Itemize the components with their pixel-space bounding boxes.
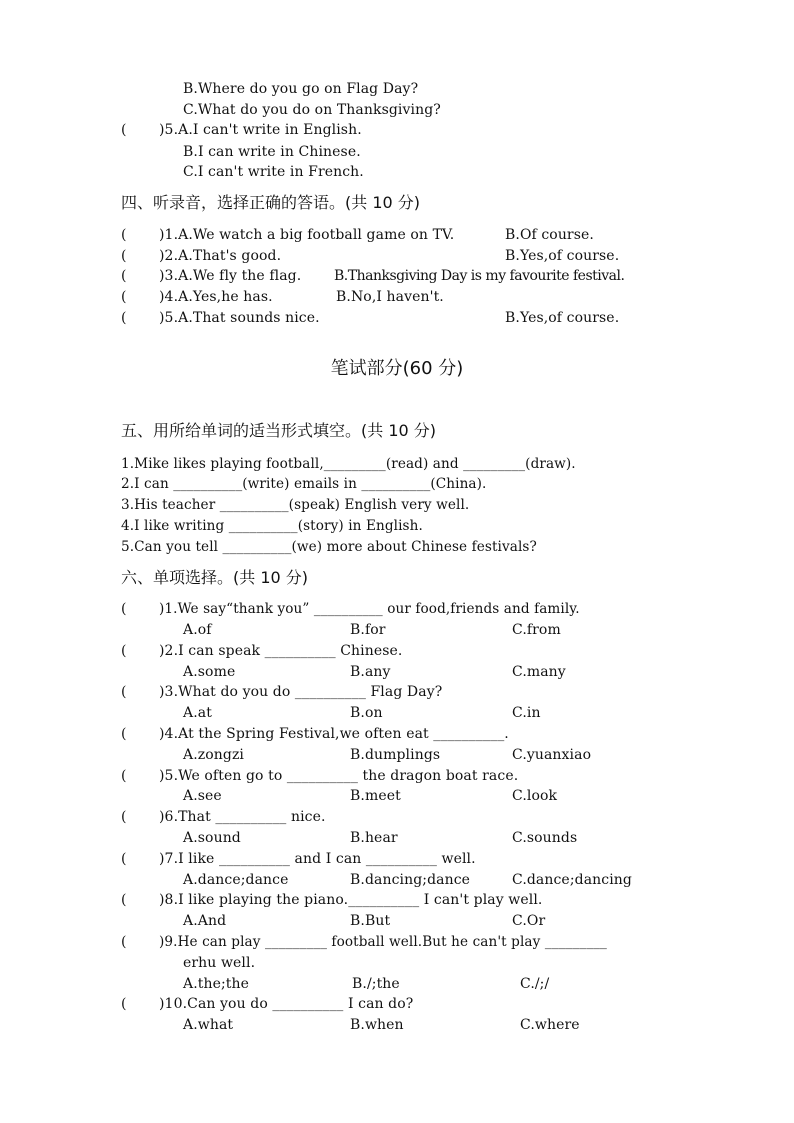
section4-heading: 四、听录音，选择正确的答语。(共 10 分) <box>121 193 421 212</box>
s6-q6-option-c: C.sounds <box>512 830 578 846</box>
s6-q3-stem: )3.What do you do __________ Flag Day? <box>159 684 443 700</box>
answer-paren: ( <box>121 768 127 784</box>
s4-q1-option-a: )1.A.We watch a big football game on TV. <box>159 227 455 243</box>
s6-q1-stem: )1.We say“thank you” __________ our food,friends and family. <box>159 601 580 617</box>
s6-q3-option-c: C.in <box>512 705 541 721</box>
s4-q2-option-a: )2.A.That's good. <box>159 248 282 264</box>
answer-paren: ( <box>121 248 127 264</box>
s6-q2-option-a: A.some <box>183 664 236 680</box>
s6-q6-stem: )6.That __________ nice. <box>159 809 326 825</box>
s6-q1-option-a: A.of <box>183 622 212 638</box>
s6-q7-option-c: C.dance;dancing <box>512 872 632 888</box>
s6-q9-option-c: C./;/ <box>520 976 550 992</box>
written-part-title: 笔试部分(60 分) <box>330 358 464 379</box>
s6-q10-option-a: A.what <box>183 1017 234 1033</box>
s4-q5-option-a: )5.A.That sounds nice. <box>159 310 320 326</box>
q4-option-c: C.What do you do on Thanksgiving? <box>183 102 441 118</box>
s6-q4-option-b: B.dumplings <box>350 747 441 763</box>
q5-option-b: B.I can write in Chinese. <box>183 144 361 160</box>
s6-q8-stem: )8.I like playing the piano.__________ I can't play well. <box>159 892 543 908</box>
s6-q10-option-c: C.where <box>520 1017 580 1033</box>
s4-q3-option-b: B.Thanksgiving Day is my favourite festival. <box>334 268 625 284</box>
s5-item-5: 5.Can you tell __________(we) more about Chinese festivals? <box>121 539 537 555</box>
s4-q2-option-b: B.Yes,of course. <box>505 248 620 264</box>
s5-item-2: 2.I can __________(write) emails in __________(China). <box>121 476 487 492</box>
s6-q4-stem: )4.At the Spring Festival,we often eat __________. <box>159 726 509 742</box>
s6-q9-option-a: A.the;the <box>183 976 250 992</box>
s6-q3-option-a: A.at <box>183 705 212 721</box>
section6-heading: 六、单项选择。(共 10 分) <box>121 568 309 587</box>
s6-q7-option-b: B.dancing;dance <box>350 872 471 888</box>
answer-paren: ( <box>121 289 127 305</box>
s6-q10-stem: )10.Can you do __________ I can do? <box>159 996 414 1012</box>
q5-option-a: )5.A.I can't write in English. <box>159 122 362 138</box>
s6-q3-option-b: B.on <box>350 705 383 721</box>
s4-q3-option-a: )3.A.We fly the flag. <box>159 268 302 284</box>
s6-q8-option-b: B.But <box>350 913 391 929</box>
answer-paren: ( <box>121 934 127 950</box>
s5-item-4: 4.I like writing __________(story) in English. <box>121 518 423 534</box>
s6-q9-stem-continued: erhu well. <box>183 955 256 971</box>
section5-heading: 五、用所给单词的适当形式填空。(共 10 分) <box>121 421 437 440</box>
answer-paren: ( <box>121 310 127 326</box>
s6-q6-option-a: A.sound <box>183 830 241 846</box>
answer-paren: ( <box>121 996 127 1012</box>
q4-option-b: B.Where do you go on Flag Day? <box>183 81 419 97</box>
s6-q1-option-b: B.for <box>350 622 386 638</box>
answer-paren: ( <box>121 268 127 284</box>
s4-q4-option-a: )4.A.Yes,he has. <box>159 289 273 305</box>
s6-q2-stem: )2.I can speak __________ Chinese. <box>159 643 403 659</box>
answer-paren: ( <box>121 892 127 908</box>
s6-q5-stem: )5.We often go to __________ the dragon boat race. <box>159 768 519 784</box>
s6-q9-option-b: B./;the <box>352 976 400 992</box>
answer-paren: ( <box>121 851 127 867</box>
answer-paren: ( <box>121 684 127 700</box>
s6-q5-option-c: C.look <box>512 788 558 804</box>
s6-q5-option-b: B.meet <box>350 788 401 804</box>
s6-q9-stem: )9.He can play _________ football well.But he can't play _________ <box>159 934 607 950</box>
s5-item-1: 1.Mike likes playing football,_________(read) and _________(draw). <box>121 456 576 472</box>
answer-paren: ( <box>121 227 127 243</box>
s6-q6-option-b: B.hear <box>350 830 398 846</box>
s6-q2-option-b: B.any <box>350 664 391 680</box>
s6-q8-option-a: A.And <box>183 913 227 929</box>
answer-paren: ( <box>121 809 127 825</box>
answer-paren: ( <box>121 726 127 742</box>
s6-q4-option-a: A.zongzi <box>183 747 244 763</box>
s5-item-3: 3.His teacher __________(speak) English very well. <box>121 497 470 513</box>
answer-paren: ( <box>121 643 127 659</box>
s6-q1-option-c: C.from <box>512 622 561 638</box>
answer-paren: ( <box>121 601 127 617</box>
s6-q4-option-c: C.yuanxiao <box>512 747 592 763</box>
s4-q5-option-b: B.Yes,of course. <box>505 310 620 326</box>
q5-option-c: C.I can't write in French. <box>183 164 364 180</box>
s4-q4-option-b: B.No,I haven't. <box>336 289 444 305</box>
s6-q8-option-c: C.Or <box>512 913 546 929</box>
s6-q10-option-b: B.when <box>350 1017 404 1033</box>
s6-q5-option-a: A.see <box>183 788 222 804</box>
s4-q1-option-b: B.Of course. <box>505 227 594 243</box>
s6-q7-option-a: A.dance;dance <box>183 872 289 888</box>
answer-paren: ( <box>121 122 127 138</box>
s6-q7-stem: )7.I like __________ and I can __________ well. <box>159 851 476 867</box>
s6-q2-option-c: C.many <box>512 664 566 680</box>
